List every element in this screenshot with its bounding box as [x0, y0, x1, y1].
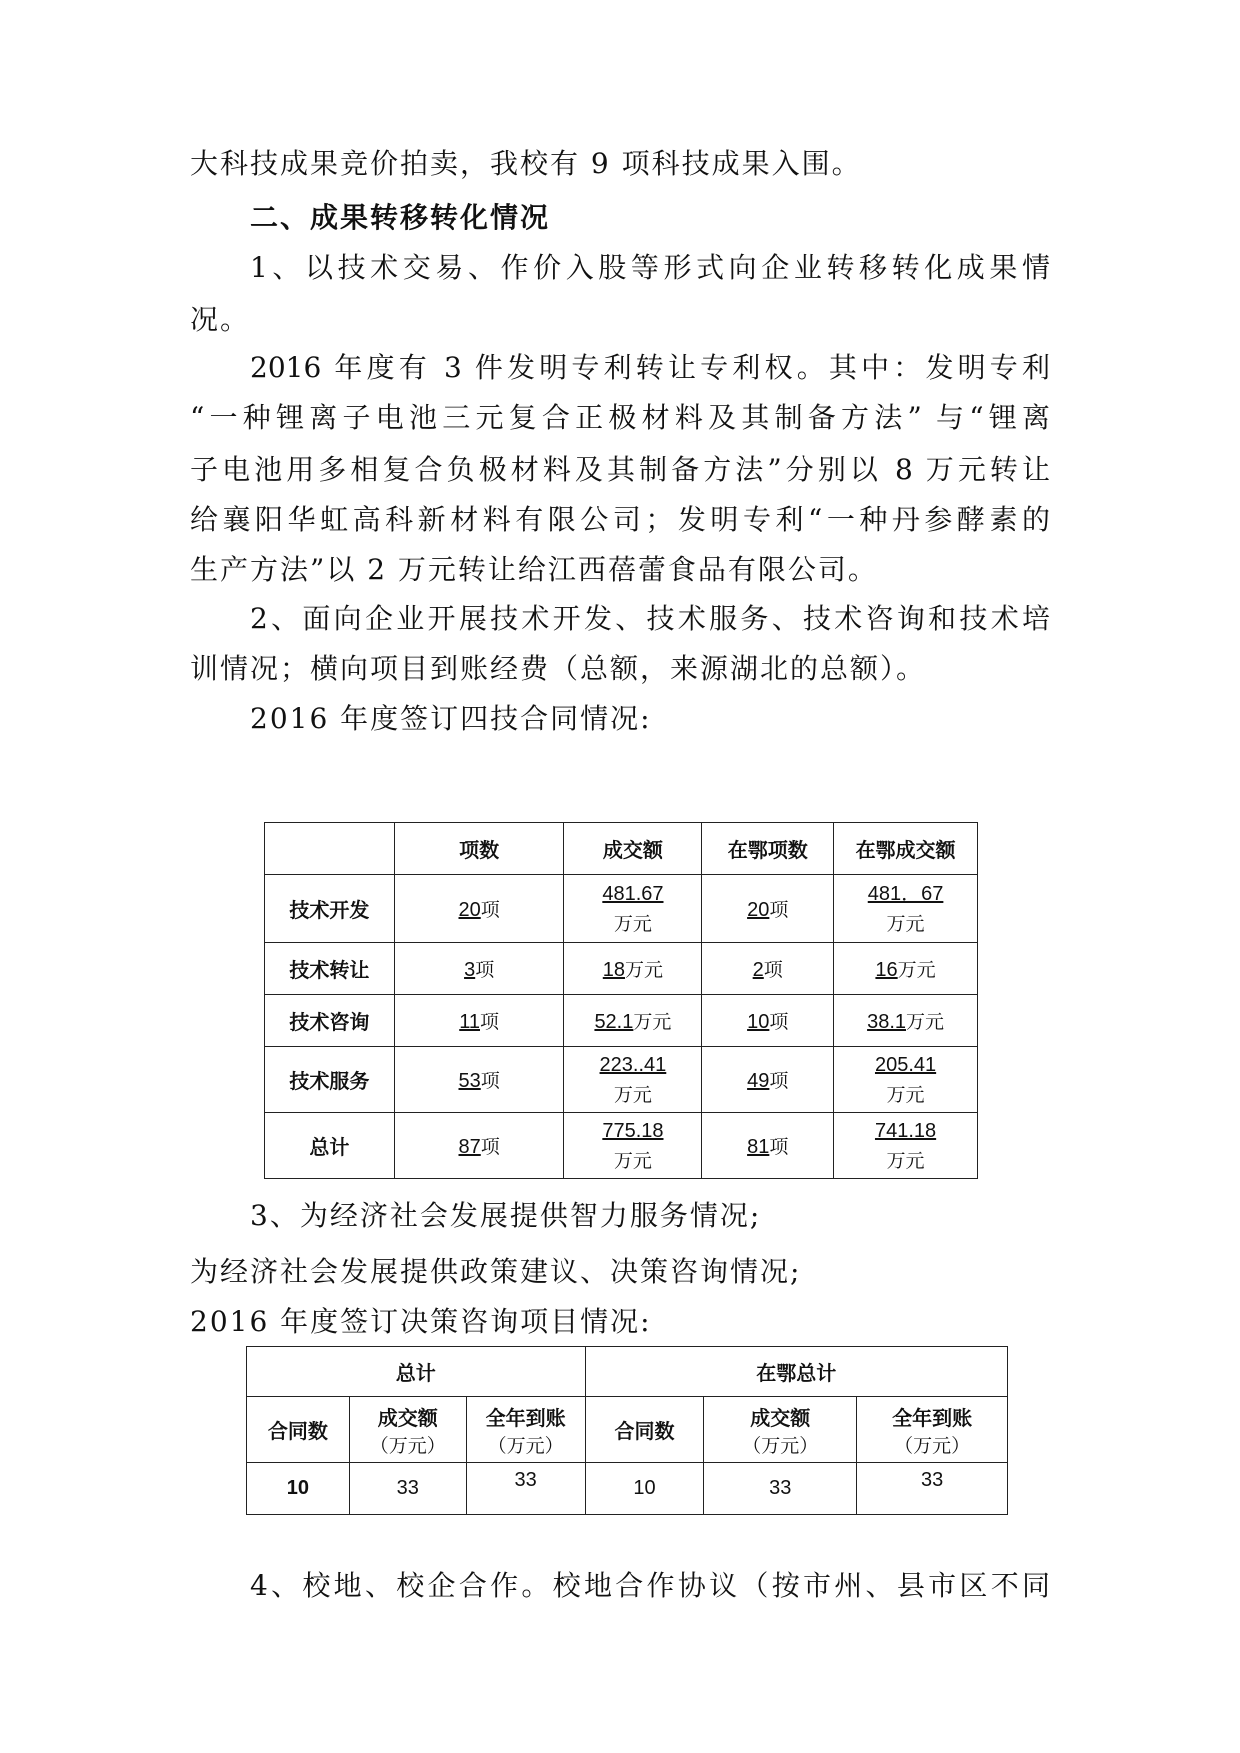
- count-cell: [394, 995, 564, 1047]
- hb-amount-value: 481．67: [867, 882, 944, 905]
- hb-amount-cell: [834, 1047, 978, 1113]
- unit-label: 万元: [633, 1011, 672, 1033]
- item-2-title-cont: 训情况；横向项目到账经费（总额，来源湖北的总额）。: [190, 652, 927, 685]
- unit-label: 万元: [897, 959, 936, 981]
- header-label: 全年到账: [892, 1405, 973, 1430]
- unit-label: 万元: [886, 912, 925, 935]
- header-cell: 合同数: [247, 1397, 350, 1463]
- paragraph-line: 子电池用多相复合负极材料及其制备方法”分别以 8 万元转让: [190, 453, 1050, 486]
- header-cell: [349, 1397, 466, 1463]
- item-2-title: 2、面向企业开展技术开发、技术服务、技术咨询和技术培: [250, 602, 1050, 635]
- header-cell: 项数: [394, 823, 564, 875]
- table-row: [265, 943, 978, 995]
- count-cell: [394, 1047, 564, 1113]
- table-group-header-row: [247, 1347, 1008, 1397]
- unit-label: （万元）: [369, 1434, 446, 1457]
- unit-label: （万元）: [487, 1434, 564, 1457]
- item-1-title: 1、以技术交易、作价入股等形式向企业转移转化成果情: [250, 251, 1050, 284]
- hb-count-cell: [702, 1047, 834, 1113]
- count-value: 11: [459, 1011, 480, 1033]
- count-cell: [394, 1113, 564, 1179]
- unit-label: 项: [769, 1136, 789, 1158]
- table-row: [247, 1463, 1008, 1515]
- header-cell: [265, 823, 395, 875]
- unit-label: 项: [769, 1070, 789, 1092]
- item-1-title-cont: 况。: [190, 303, 251, 336]
- decision-consulting-table: [246, 1346, 1008, 1515]
- table1-caption: 2016 年度签订四技合同情况:: [250, 702, 652, 735]
- hb-count-value: 49: [747, 1070, 770, 1092]
- item-3-title: 3、为经济社会发展提供智力服务情况;: [250, 1199, 762, 1232]
- paragraph-line: 大科技成果竞价拍卖，我校有 9 项科技成果入围。: [190, 147, 862, 180]
- unit-label: 项: [475, 959, 495, 981]
- hb-received-value: 33: [857, 1463, 1008, 1515]
- row-label: 技术转让: [265, 943, 395, 995]
- hb-count-cell: [702, 995, 834, 1047]
- unit-label: 项: [769, 1011, 789, 1033]
- amount-value: 52.1: [594, 1011, 634, 1033]
- unit-label: 项: [480, 1136, 500, 1158]
- row-label: 技术开发: [265, 875, 395, 943]
- header-cell: [857, 1397, 1008, 1463]
- row-label: 总计: [265, 1113, 395, 1179]
- amount-cell: [564, 943, 702, 995]
- paragraph-line: 2016 年度有 3 件发明专利转让专利权。其中：发明专利: [250, 351, 1050, 384]
- hb-count-value: 2: [752, 959, 764, 981]
- amount-cell: [564, 875, 702, 943]
- paragraph-line: “一种锂离子电池三元复合正极材料及其制备方法” 与“锂离: [190, 401, 1050, 434]
- hb-amount-cell: [834, 1113, 978, 1179]
- contracts-value: 10: [247, 1463, 350, 1515]
- count-value: 3: [464, 959, 476, 981]
- unit-label: 万元: [886, 1083, 925, 1106]
- unit-label: 项: [480, 899, 500, 921]
- paragraph-line: 生产方法”以 2 万元转让给江西蓓蕾食品有限公司。: [190, 553, 878, 586]
- unit-label: （万元）: [742, 1434, 819, 1457]
- amount-value: 775.18: [602, 1119, 664, 1142]
- row-label: 技术咨询: [265, 995, 395, 1047]
- count-value: 20: [458, 899, 481, 921]
- hb-count-value: 20: [747, 899, 770, 921]
- unit-label: 项: [769, 899, 789, 921]
- paragraph-line: 为经济社会发展提供政策建议、决策咨询情况;: [190, 1255, 802, 1288]
- hb-count-value: 10: [747, 1011, 770, 1033]
- paragraph-line: 给襄阳华虹高科新材料有限公司；发明专利“一种丹参酵素的: [190, 503, 1050, 536]
- header-cell: 在鄂成交额: [834, 823, 978, 875]
- unit-label: 项: [480, 1011, 500, 1033]
- unit-label: 万元: [613, 912, 652, 935]
- unit-label: 万元: [886, 1149, 925, 1172]
- header-cell: [704, 1397, 857, 1463]
- hb-count-value: 81: [747, 1136, 770, 1158]
- group-header-total: 总计: [247, 1347, 586, 1397]
- hb-count-cell: [702, 1113, 834, 1179]
- header-label: 全年到账: [485, 1405, 566, 1430]
- table2-caption: 2016 年度签订决策咨询项目情况:: [190, 1305, 652, 1338]
- hb-count-cell: [702, 943, 834, 995]
- table-header-row: [247, 1397, 1008, 1463]
- count-value: 87: [458, 1136, 481, 1158]
- amount-cell: [564, 1047, 702, 1113]
- amount-value: 18: [602, 959, 626, 981]
- item-4-title: 4、校地、校企合作。校地合作协议（按市州、县市区不同: [250, 1569, 1050, 1602]
- hb-count-cell: [702, 875, 834, 943]
- table-header-row: [265, 823, 978, 875]
- count-value: 53: [458, 1070, 481, 1092]
- hb-amount-value: 741.18: [874, 1119, 937, 1142]
- header-label: 成交额: [377, 1405, 438, 1430]
- table-row: [265, 995, 978, 1047]
- hb-contracts-value: 10: [585, 1463, 704, 1515]
- four-tech-contracts-table: [264, 822, 978, 1179]
- unit-label: （万元）: [894, 1434, 971, 1457]
- amount-cell: [564, 1113, 702, 1179]
- hb-amount-value: 33: [704, 1463, 857, 1515]
- hb-amount-value: 205.41: [874, 1053, 937, 1076]
- table-row: [265, 1047, 978, 1113]
- amount-value: 223..41: [599, 1053, 667, 1076]
- amount-value: 33: [349, 1463, 466, 1515]
- unit-label: 万元: [613, 1083, 652, 1106]
- header-cell: [466, 1397, 585, 1463]
- table-row-total: [265, 1113, 978, 1179]
- hb-amount-value: 38.1: [867, 1011, 907, 1033]
- amount-value: 481.67: [602, 882, 664, 905]
- unit-label: 万元: [906, 1011, 945, 1033]
- count-cell: [394, 875, 564, 943]
- hb-amount-cell: [834, 943, 978, 995]
- unit-label: 项: [480, 1070, 500, 1092]
- header-label: 成交额: [750, 1405, 811, 1430]
- section-heading: 二、成果转移转化情况: [250, 201, 551, 234]
- hb-amount-value: 16: [875, 959, 898, 981]
- table-row: [265, 875, 978, 943]
- row-label: 技术服务: [265, 1047, 395, 1113]
- hb-amount-cell: [834, 875, 978, 943]
- amount-cell: [564, 995, 702, 1047]
- unit-label: 万元: [625, 959, 664, 981]
- hb-amount-cell: [834, 995, 978, 1047]
- received-value: 33: [466, 1463, 585, 1515]
- header-cell: 合同数: [585, 1397, 704, 1463]
- unit-label: 万元: [613, 1149, 652, 1172]
- header-cell: 成交额: [564, 823, 702, 875]
- count-cell: [394, 943, 564, 995]
- unit-label: 项: [763, 959, 783, 981]
- header-cell: 在鄂项数: [702, 823, 834, 875]
- group-header-hubei: 在鄂总计: [585, 1347, 1007, 1397]
